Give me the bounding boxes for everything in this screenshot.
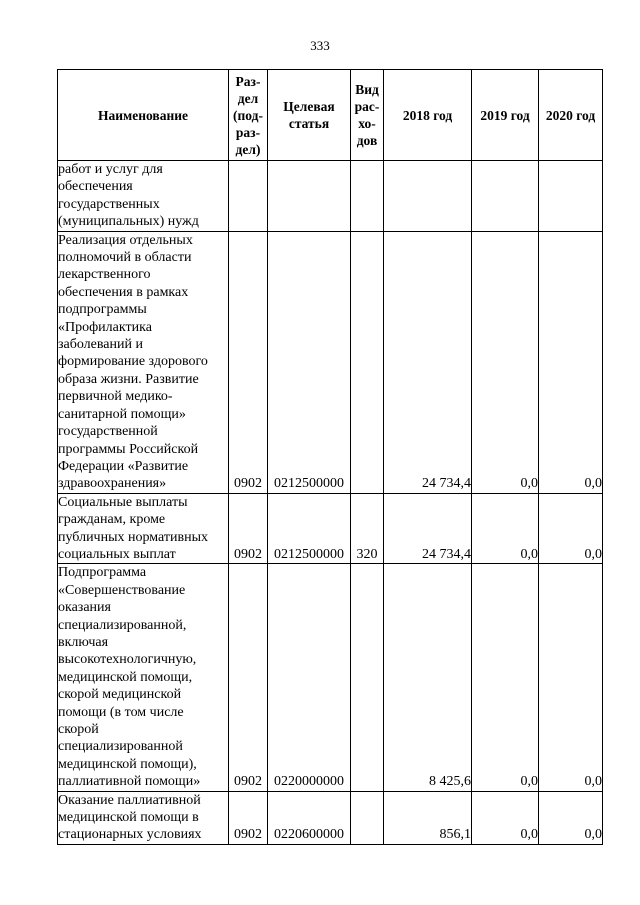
header-2020: 2020 год	[539, 70, 603, 161]
row-expense-type	[351, 231, 384, 493]
row-2019	[472, 161, 539, 232]
row-2020: 0,0	[539, 231, 603, 493]
row-target: 0220000000	[268, 564, 351, 791]
row-2019: 0,0	[472, 791, 539, 844]
page-number: 333	[310, 38, 330, 53]
row-2019: 0,0	[472, 564, 539, 791]
table-row	[58, 493, 603, 564]
row-expense-type	[351, 161, 384, 232]
row-2019: 0,0	[472, 231, 539, 493]
row-name: Реализация отдельных полномочий в области лекарственного обеспечения в рамках подпрограммы «Профилактика заболеваний и формирование здорового образа жизни. Развитие первичной медико- санитарной помощи» государственной программы Российской Федерации «Развитие здравоохранения»	[58, 231, 229, 493]
row-section: 0902	[229, 564, 268, 791]
header-name: Наименование	[58, 70, 229, 161]
row-name: Социальные выплаты гражданам, кроме публичных нормативных социальных выплат	[58, 493, 229, 564]
row-expense-type: 320	[351, 493, 384, 564]
row-2018	[384, 161, 472, 232]
table-row	[58, 231, 603, 493]
row-section: 0902	[229, 791, 268, 844]
row-target: 0220600000	[268, 791, 351, 844]
row-section: 0902	[229, 231, 268, 493]
row-name: работ и услуг для обеспечения государственных (муниципальных) нужд	[58, 161, 229, 232]
table-row	[58, 564, 603, 791]
row-section	[229, 161, 268, 232]
table-header-row	[58, 70, 603, 161]
row-2018: 24 734,4	[384, 231, 472, 493]
row-2020	[539, 161, 603, 232]
row-target	[268, 161, 351, 232]
header-expense-type: Вид рас- хо- дов	[351, 70, 384, 161]
header-2018: 2018 год	[384, 70, 472, 161]
table-row	[58, 161, 603, 232]
row-expense-type	[351, 791, 384, 844]
row-target: 0212500000	[268, 493, 351, 564]
row-2020: 0,0	[539, 493, 603, 564]
row-section: 0902	[229, 493, 268, 564]
row-2018: 24 734,4	[384, 493, 472, 564]
budget-table	[57, 69, 603, 845]
row-name: Оказание паллиативной медицинской помощи в стационарных условиях	[58, 791, 229, 844]
row-2018: 856,1	[384, 791, 472, 844]
table-row	[58, 791, 603, 844]
header-2019: 2019 год	[472, 70, 539, 161]
row-2018: 8 425,6	[384, 564, 472, 791]
row-2019: 0,0	[472, 493, 539, 564]
row-name: Подпрограмма «Совершенствование оказания специализированной, включая высокотехнологичную, медицинской помощи, скорой медицинской помощи (в том числе скорой специализированной медицинской помощи), паллиативной помощи»	[58, 564, 229, 791]
row-expense-type	[351, 564, 384, 791]
row-2020: 0,0	[539, 564, 603, 791]
row-target: 0212500000	[268, 231, 351, 493]
row-2020: 0,0	[539, 791, 603, 844]
header-target: Целевая статья	[268, 70, 351, 161]
header-section: Раз- дел (под- раз- дел)	[229, 70, 268, 161]
